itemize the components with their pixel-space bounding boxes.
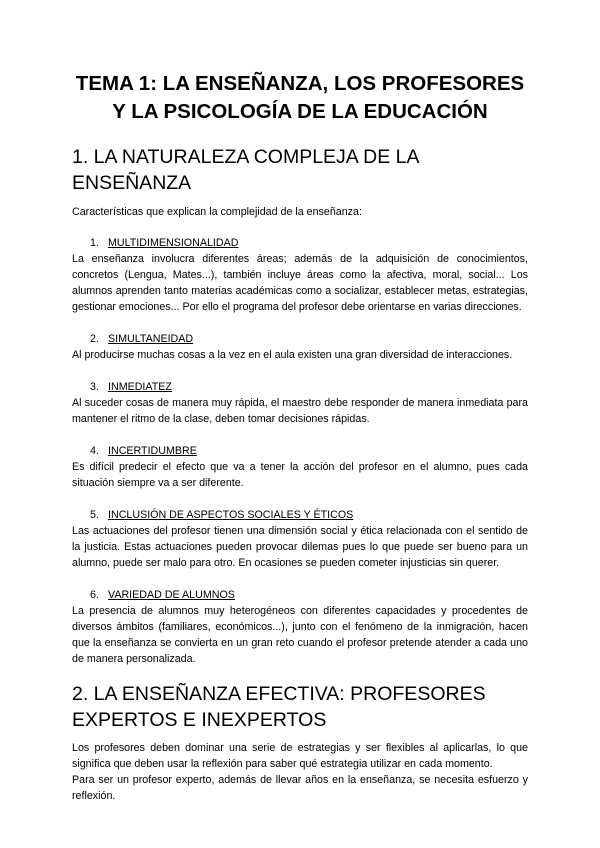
section-2-paragraph: Para ser un profesor experto, además de llevar años en la enseñanza, se necesita esfuerzo y reflexión.: [72, 774, 528, 802]
list-item-aspectos-sociales-eticos: [72, 507, 528, 571]
list-item-title: INCERTIDUMBRE: [108, 445, 197, 457]
document-title: TEMA 1: LA ENSEÑANZA, LOS PROFESORES Y LA PSICOLOGÍA DE LA EDUCACIÓN: [75, 72, 525, 123]
list-item-heading: [72, 507, 528, 523]
list-item-inmediatez: [72, 379, 528, 427]
list-item-number: 3.: [90, 381, 99, 393]
list-item-description: Al producirse muchas cosas a la vez en el aula existen una gran diversidad de interacciones.: [72, 349, 513, 361]
section-2-heading: 2. LA ENSEÑANZA EFECTIVA: PROFESORES EXPERTOS E INEXPERTOS: [72, 683, 486, 731]
list-item-title: VARIEDAD DE ALUMNOS: [108, 589, 235, 601]
list-item-simultaneidad: [72, 331, 528, 363]
list-item-title: INCLUSIÓN DE ASPECTOS SOCIALES Y ÉTICOS: [108, 509, 354, 521]
list-item-description: Las actuaciones del profesor tienen una dimensión social y ética relacionada con el sentido de la justicia. Estas actuaciones pueden provocar dilemas pues lo que puede ser bueno para un alumno, puede ser malo para otro. En ocasiones se pueden cometer injusticias sin querer.: [72, 525, 528, 569]
list-item-description: La presencia de alumnos muy heterogéneos con diferentes capacidades y procedentes de diversos ámbitos (familiares, económicos...), junto con el fenómeno de la inmigración, hacen que la enseñanza se convierta en un gran reto cuando el profesor pretende atender a cada uno de manera personalizada.: [72, 605, 528, 665]
list-item-variedad-alumnos: [72, 587, 528, 667]
list-item-title: MULTIDIMENSIONALIDAD: [108, 237, 239, 249]
list-item-description: La enseñanza involucra diferentes áreas; además de la adquisición de conocimientos, concretos (Lengua, Mates...), también incluye áreas como la afectiva, moral, social... Los alumnos aprenden tanto materias académicas como a socializar, establecer metas, estrategias, gestionar emociones... Por ello el programa del profesor debe orientarse en varias direcciones.: [72, 253, 528, 313]
list-item-multidimensionalidad: [72, 235, 528, 315]
section-2-paragraph: Los profesores deben dominar una serie de estrategias y ser flexibles al aplicarlas, lo que significa que deben usar la reflexión para saber qué estrategia utilizar en cada momento.: [72, 742, 528, 770]
list-item-description: Es difícil predecir el efecto que va a tener la acción del profesor en el alumno, pues cada situación siempre va a ser diferente.: [72, 461, 528, 489]
list-item-number: 2.: [90, 333, 99, 345]
list-item-title: INMEDIATEZ: [108, 381, 172, 393]
list-item-incertidumbre: [72, 443, 528, 491]
list-item-number: 1.: [90, 237, 99, 249]
list-item-number: 6.: [90, 589, 99, 601]
list-item-number: 5.: [90, 509, 99, 521]
list-item-heading: [72, 379, 528, 395]
list-item-heading: [72, 443, 528, 459]
list-item-description: Al suceder cosas de manera muy rápida, el maestro debe responder de manera inmediata para mantener el ritmo de la clase, deben tomar decisiones rápidas.: [72, 397, 528, 425]
section-1-heading: 1. LA NATURALEZA COMPLEJA DE LA ENSEÑANZA: [72, 146, 419, 194]
list-item-number: 4.: [90, 445, 99, 457]
list-item-title: SIMULTANEIDAD: [108, 333, 194, 345]
list-item-heading: [72, 331, 528, 347]
section-1-intro: Características que explican la complejidad de la enseñanza:: [72, 206, 362, 218]
list-item-heading: [72, 587, 528, 603]
list-item-heading: [72, 235, 528, 251]
